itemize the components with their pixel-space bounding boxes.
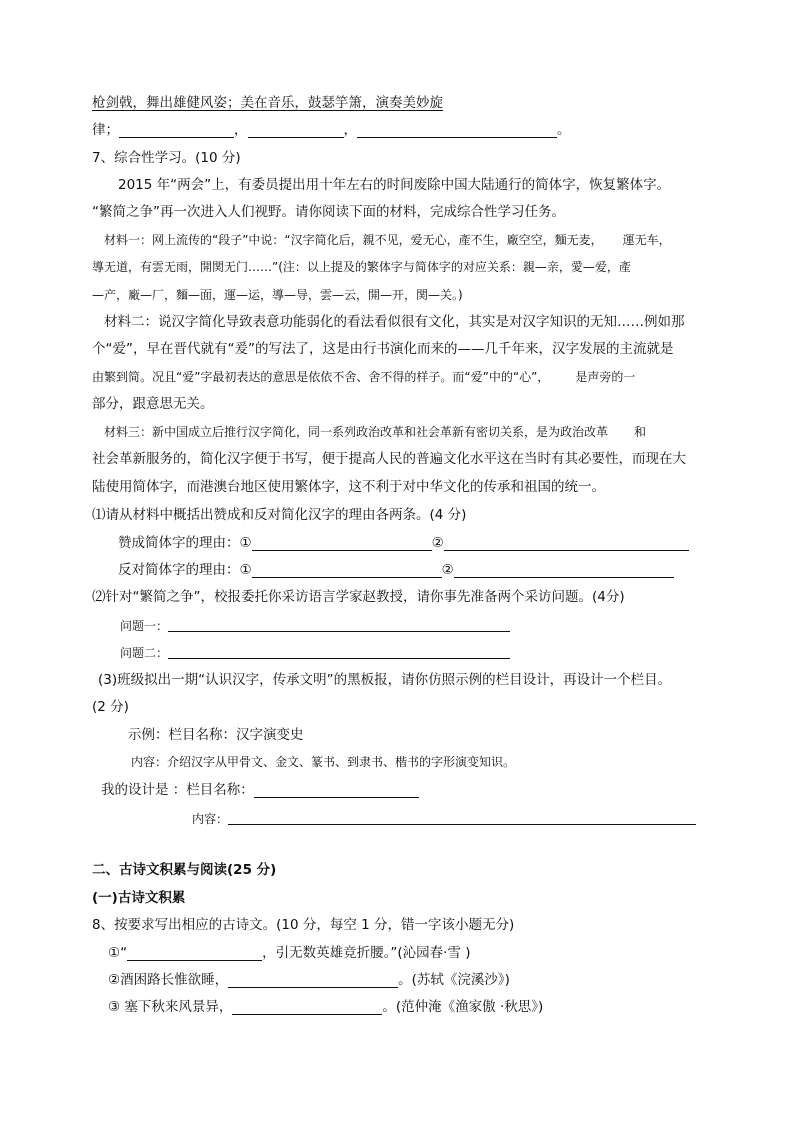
answer-blank[interactable]: [232, 1013, 382, 1015]
reason-for-label: 赞成简体字的理由：①: [118, 535, 252, 551]
top-line-1-text: 枪剑戟，舞出雄健风姿；美在音乐，鼓瑟竽箫，演奏美妙旋: [92, 95, 443, 111]
my-design-row: [101, 784, 419, 798]
content-label: 内容：: [192, 812, 229, 826]
material-1-line-1: [104, 234, 671, 246]
q7-intro-2: “繁简之争”再一次进入人们视野。请你阅读下面的材料，完成综合性学习任务。: [92, 204, 565, 220]
sub-question-2: ⑵针对“繁简之争”，校报委托你采访语言学家赵教授，请你事先准备两个采访问题。(4分): [92, 589, 625, 605]
material-2-line-1: 材料二：说汉字简化导致表意功能弱化的看法看似很有文化，其实是对汉字知识的无知……例如那: [104, 314, 685, 330]
material-1-line-2: 導无道，有雲无雨，開関无门……”(注：以上提及的繁体字与简体字的对应关系：親—亲，愛—爱，產: [92, 260, 631, 274]
answer-blank[interactable]: [454, 576, 674, 578]
poem-3-suffix: 。(范仲淹《渔家傲 ·秋思》): [382, 999, 544, 1015]
answer-blank[interactable]: [248, 136, 344, 138]
top-line-2: [92, 124, 571, 138]
interview-q2-label: 问题二：: [120, 646, 169, 660]
material-2-line-3: [92, 371, 635, 383]
material-1-line-3: —产，廠—厂，麵—面，運—运，導—导，雲—云，開—开，関—关。): [92, 288, 463, 302]
material-2-line-4: 部分，跟意思无关。: [92, 396, 214, 412]
reason-against-label: 反对简体字的理由：①: [118, 562, 252, 578]
answer-blank[interactable]: [254, 796, 419, 798]
answer-blank[interactable]: [228, 823, 696, 825]
answer-blank[interactable]: [357, 136, 557, 138]
period: 。: [557, 122, 571, 138]
material-3-line-2: 社会革新服务的，简化汉字便于书写，便于提高人民的普遍文化水平这在当时有其必要性，而现在大: [92, 451, 686, 467]
answer-blank[interactable]: [168, 657, 510, 659]
answer-blank[interactable]: [127, 959, 262, 961]
answer-blank[interactable]: [168, 630, 510, 632]
interview-q2-row: [120, 647, 510, 659]
q7-intro-1: 2015 年“两会”上，有委员提出用十年左右的时间废除中国大陆通行的简体字，恢复繁体字。: [118, 177, 671, 193]
q8-title: 8、按要求写出相应的古诗文。(10 分，每空 1 分，错一字该小题无分): [92, 917, 515, 933]
section-2-title: 二、古诗文积累与阅读(25 分): [92, 862, 277, 878]
material-3-line-1: [104, 426, 646, 438]
answer-blank[interactable]: [444, 549, 689, 551]
answer-blank[interactable]: [252, 576, 442, 578]
poem-1-prefix: ①“: [108, 945, 128, 961]
top-line-1: [92, 97, 698, 111]
poem-2-prefix: ②酒困路长惟欲睡，: [108, 972, 229, 988]
my-content-row: [192, 813, 696, 825]
material-2-line-2: 个“爱”，早在晋代就有“爰”的写法了，这是由行书演化而来的——几千年来，汉字发展的主流就是: [92, 341, 674, 357]
section-2-subtitle: (一)古诗文积累: [92, 890, 186, 906]
sub-question-3-line-1: (3)班级拟出一期“认识汉字，传承文明”的黑板报，请你仿照示例的栏目设计，再设计一个栏目。: [98, 672, 672, 688]
material-2-text: 由繁到简。况且“爱”字最初表达的意思是依依不舍、舍不得的样子。而“爱”中的“心”，: [92, 370, 550, 384]
top-line-2-prefix: 律；: [92, 122, 119, 138]
reason-against-row: [118, 564, 674, 578]
poem-line-1: [108, 947, 470, 961]
interview-q1-label: 问题一：: [120, 619, 169, 633]
answer-blank[interactable]: [119, 136, 234, 138]
material-1-text: 材料一：网上流传的“段子”中说：“汉字简化后，親不见，爱无心，產不生，廠空空，麵无麦，: [104, 233, 603, 247]
answer-blank[interactable]: [228, 986, 398, 988]
reason-for-row: [118, 537, 689, 551]
interview-q1-row: [120, 620, 510, 632]
example-content: 内容：介绍汉字从甲骨文、金文、篆书、到隶书、楷书的字形演变知识。: [131, 755, 516, 769]
poem-1-suffix: ，引无数英雄竞折腰。”(沁园春·雪 ): [262, 945, 471, 961]
sub-question-3-line-2: (2 分): [92, 699, 129, 715]
example-title: 示例：栏目名称：汉字演变史: [128, 727, 304, 743]
poem-line-2: [108, 974, 510, 988]
my-design-label: 我的设计是 ：栏目名称：: [101, 782, 254, 798]
comma: ，: [234, 122, 248, 138]
poem-2-suffix: 。(苏轼《浣溪沙》): [398, 972, 510, 988]
comma: ，: [343, 122, 357, 138]
material-3-text: 材料三：新中国成立后推行汉字简化，同一系列政治改革和社会革新有密切关系，是为政治改革: [104, 425, 609, 439]
material-2-text: 是声旁的一: [575, 370, 636, 384]
sub-question-1: ⑴请从材料中概括出赞成和反对简化汉字的理由各两条。(4 分): [92, 507, 467, 523]
answer-blank[interactable]: [252, 549, 432, 551]
poem-line-3: [108, 1001, 543, 1015]
material-3-text: 和: [634, 425, 647, 439]
poem-3-prefix: ③ 塞下秋来风景异，: [108, 999, 233, 1015]
circled-two: ②: [431, 535, 444, 551]
material-1-text: 運无车，: [622, 233, 671, 247]
q7-title: 7、综合性学习。(10 分): [92, 150, 241, 166]
material-3-line-3: 陆使用简体字，而港澳台地区使用繁体字，这不利于对中华文化的传承和祖国的统一。: [92, 479, 605, 495]
circled-two: ②: [441, 562, 454, 578]
